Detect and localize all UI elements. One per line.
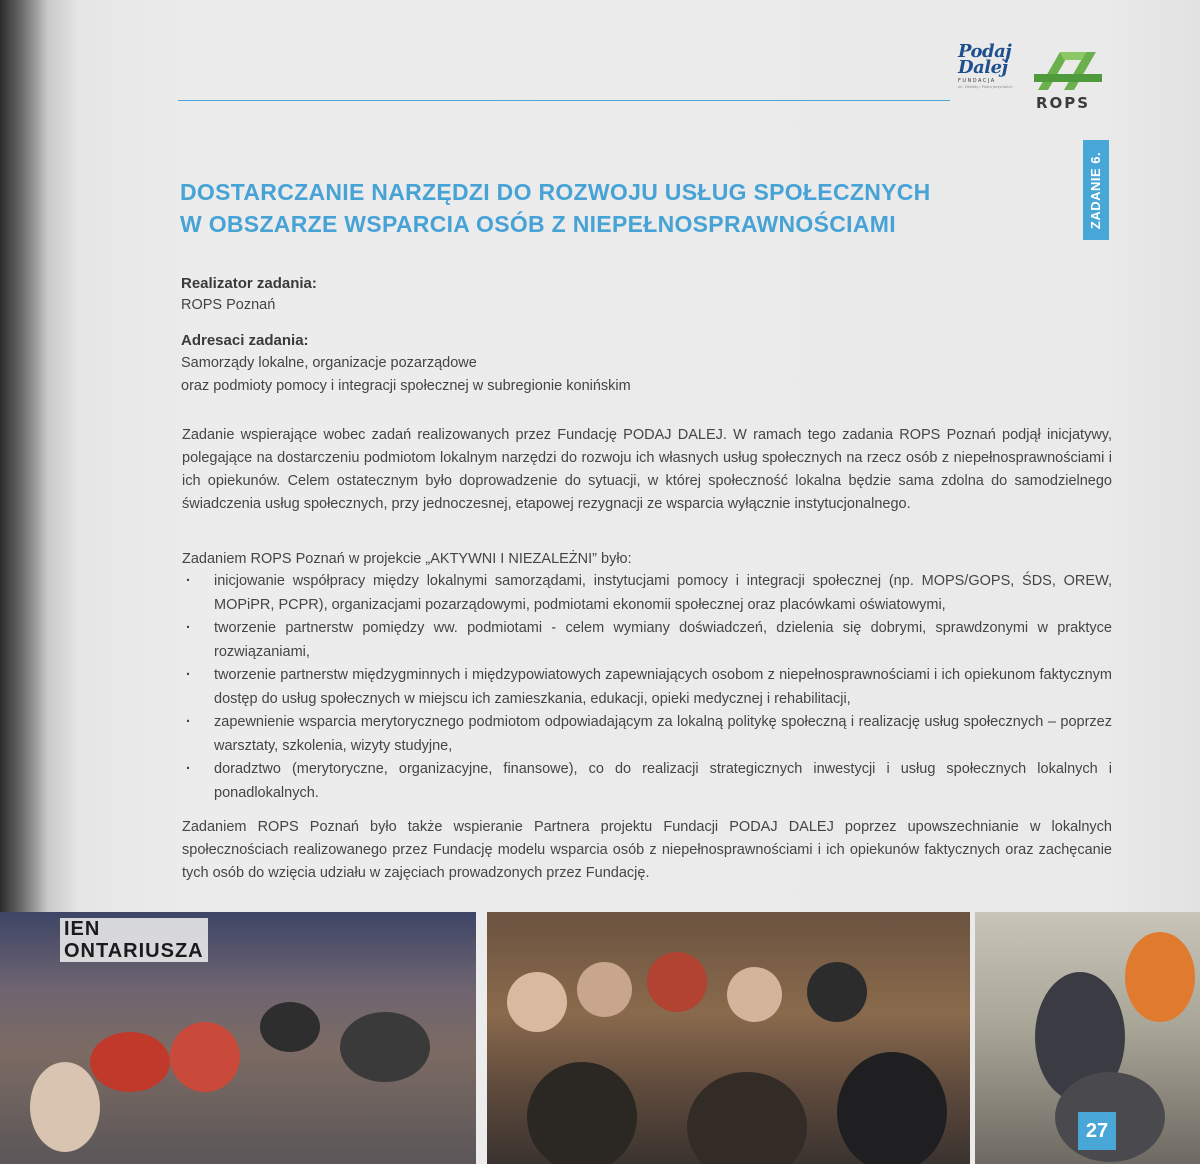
list-intro: Zadaniem ROPS Poznań w projekcie „AKTYWNI I NIEZALEŻNI” było: — [182, 551, 632, 567]
realizator-value: ROPS Poznań — [181, 297, 276, 313]
realizator-label: Realizator zadania: — [181, 275, 317, 292]
page-title-line-1: DOSTARCZANIE NARZĘDZI DO ROZWOJU USŁUG SPOŁECZNYCH — [180, 179, 931, 205]
list-item: · zapewnienie wsparcia merytorycznego podmiotom odpowiadającym za lokalną politykę społeczną i realizację usług społecznych – poprzez warsztaty, szkolenia, wizyty studyjne, — [182, 711, 1112, 758]
photo-figure — [647, 952, 707, 1012]
list-item: · tworzenie partnerstw międzygminnych i międzypowiatowych zapewniających osobom z niepełnosprawnościami i ich opiekunom faktycznym dostęp do usług społecznych w miejscu ich zamieszkania, edukacji, opieki medycznej i rehabilitacji, — [182, 664, 1112, 711]
photo-figure — [807, 962, 867, 1022]
podaj-logo-word-1: Podaj — [958, 41, 1012, 62]
photo-figure — [340, 1012, 430, 1082]
intro-paragraph: Zadanie wspierające wobec zadań realizowanych przez Fundację PODAJ DALEJ. W ramach tego zadania ROPS Poznań podjął inicjatywy, polegające na dostarczeniu podmiotom lokalnym narzędzi do rozwoju ich własnych usług społecznych na rzecz osób z niepełnosprawnościami i ich opiekunów. Celem ostatecznym było doprowadzenie do sytuacji, w której społeczność lokalna będzie sama zdolna do samodzielnego świadczenia usług społecznych, przy jednoczesnej, etapowej rezygnacji ze wsparcia wyłącznie instytucjonalnego. — [182, 427, 1112, 512]
page-number: 27 — [1078, 1112, 1116, 1150]
rops-logo-text: ROPS — [1036, 94, 1091, 112]
task-side-tab-label: ZADANIE 6. — [1088, 151, 1104, 229]
workshop-photo — [0, 912, 476, 1164]
photo-figure — [837, 1052, 947, 1164]
photo-figure — [527, 1062, 637, 1164]
photo-figure — [260, 1002, 320, 1052]
podaj-dalej-logo — [958, 41, 1020, 122]
photo-figure — [687, 1072, 807, 1164]
photo-figure — [577, 962, 632, 1017]
photo-figure — [170, 1022, 240, 1092]
adresaci-line-2: oraz podmioty pomocy i integracji społecznej w subregionie konińskim — [181, 378, 631, 394]
closing-paragraph: Zadaniem ROPS Poznań było także wspieranie Partnera projektu Fundacji PODAJ DALEJ poprzez upowszechnianie w lokalnych społecznościach realizowanego przez Fundację modelu wsparcia osób z niepełnosprawnościami i ich opiekunów faktycznych oraz zachęcanie tych osób do wzięcia udziału w zajęciach prowadzonych przez Fundację. — [182, 819, 1112, 881]
photo-banner-line-1: IEN — [64, 918, 101, 940]
page-title — [180, 176, 1040, 240]
header-rule — [178, 100, 950, 101]
audience-photo — [487, 912, 970, 1164]
photo-banner-text — [60, 918, 208, 962]
task-side-tab — [1083, 140, 1109, 240]
photo-figure — [507, 972, 567, 1032]
list-item: · doradztwo (merytoryczne, organizacyjne, finansowe), co do realizacji strategicznych inwestycji i usług społecznych lokalnych i ponadlokalnych. — [182, 758, 1112, 805]
photo-figure — [727, 967, 782, 1022]
list-item: · tworzenie partnerstw pomiędzy ww. podmiotami - celem wymiany doświadczeń, dzielenia się dobrymi, sprawdzonymi w praktyce rozwiązaniami, — [182, 617, 1112, 664]
podaj-logo-sub: FUNDACJA — [958, 78, 996, 84]
rops-logo — [1030, 44, 1110, 114]
photo-figure — [90, 1032, 170, 1092]
podaj-logo-word-2: Dalej — [958, 57, 1008, 78]
page-title-line-2: W OBSZARZE WSPARCIA OSÓB Z NIEPEŁNOSPRAWNOŚCIAMI — [180, 211, 896, 237]
rops-logo-icon — [1030, 44, 1106, 94]
podaj-logo-tiny: im. Elżbiety i Piotra Jarzyńskich — [958, 85, 1013, 89]
photo-figure — [30, 1062, 100, 1152]
photo-figure — [1125, 932, 1195, 1022]
task-list — [182, 570, 1112, 805]
list-item: · inicjowanie współpracy między lokalnymi samorządami, instytucjami pomocy i integracji społecznej (np. MOPS/GOPS, ŚDS, OREW, MOPiPR, PCPR), organizacjami pozarządowymi, podmiotami ekonomii społecznej oraz placówkami oświatowymi, — [182, 570, 1112, 617]
photo-banner-line-2: ONTARIUSZA — [64, 940, 204, 962]
adresaci-label: Adresaci zadania: — [181, 332, 309, 349]
adresaci-line-1: Samorządy lokalne, organizacje pozarządowe — [181, 355, 477, 371]
